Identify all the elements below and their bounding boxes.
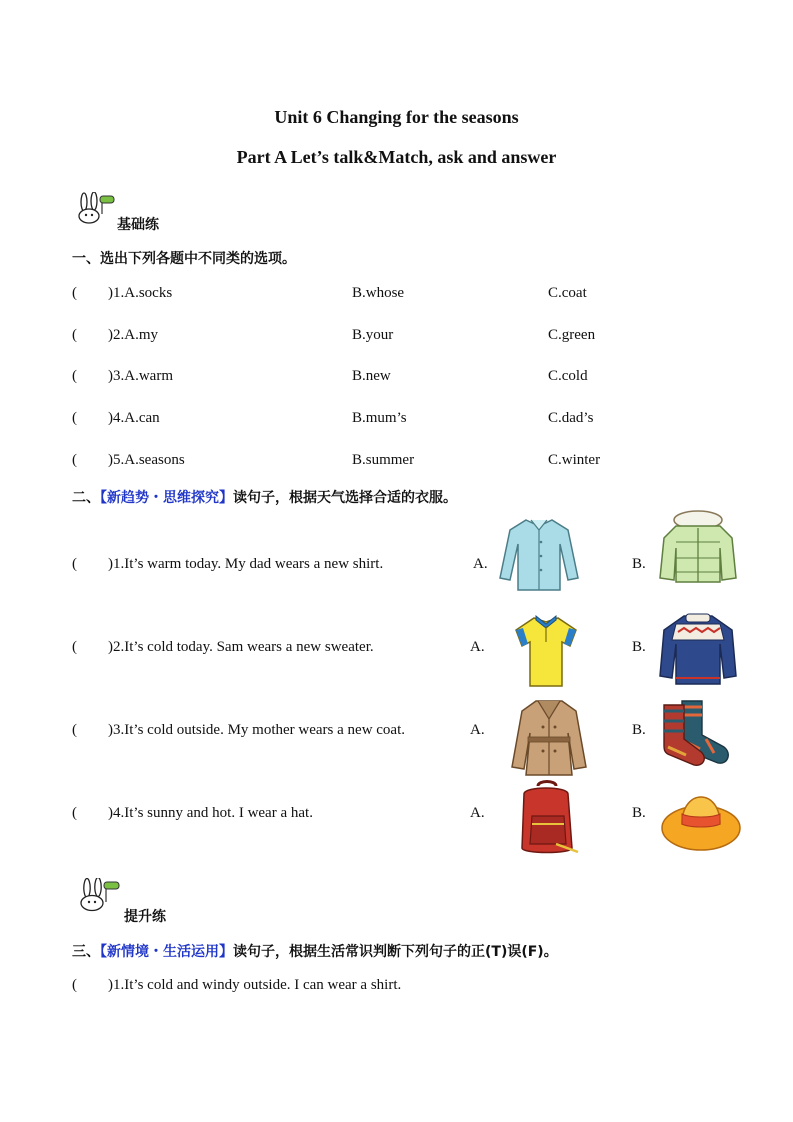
answer-paren: ( — [72, 410, 77, 426]
sentence: )1.It’s cold and windy outside. I can wear a shirt. — [108, 977, 402, 993]
option-b: B.mum’s — [352, 410, 407, 426]
answer-paren: ( — [72, 285, 77, 301]
option-b-label: B. — [632, 805, 646, 821]
section2-tag: 【新趋势・思维探究】 — [100, 490, 233, 506]
winter-jacket-icon — [658, 508, 738, 586]
trench-coat-icon — [508, 697, 590, 777]
option-c: C.coat — [548, 285, 587, 301]
answer-paren: ( — [72, 639, 77, 655]
page-subtitle: Part A Let’s talk&Match, ask and answer — [236, 147, 557, 167]
section2-text: 读句子，根据天气选择合适的衣服。 — [233, 490, 457, 506]
bunny-mascot-icon — [74, 878, 122, 917]
section3-prefix: 三、 — [72, 944, 100, 960]
option-c: C.dad’s — [548, 410, 594, 426]
option-b: B.summer — [352, 452, 415, 468]
answer-paren: ( — [72, 556, 77, 572]
option-b-label: B. — [632, 639, 646, 655]
level-advanced-label: 提升练 — [124, 909, 166, 925]
section3-text: 读句子，根据生活常识判断下列句子的正(T)误(F)。 — [233, 944, 558, 960]
section3-heading — [72, 941, 558, 961]
sentence: )2.It’s cold today. Sam wears a new sweater. — [108, 639, 374, 655]
option-b: B.your — [352, 327, 394, 343]
option-c: C.green — [548, 327, 596, 343]
level-basic-label: 基础练 — [117, 217, 159, 233]
answer-paren: ( — [72, 722, 77, 738]
option-a-label: A. — [470, 639, 485, 655]
option-a: )5.A.seasons — [108, 452, 185, 468]
option-a-label: A. — [470, 722, 485, 738]
answer-paren: ( — [72, 977, 77, 993]
sentence: )3.It’s cold outside. My mother wears a new coat. — [108, 722, 406, 738]
section2-heading — [72, 487, 457, 507]
option-a-label: A. — [473, 556, 488, 572]
shirt-icon — [498, 514, 580, 594]
option-b: B.whose — [352, 285, 405, 301]
option-b-label: B. — [632, 556, 646, 572]
option-b-label: B. — [632, 722, 646, 738]
section3-tag: 【新情境・生活运用】 — [100, 944, 233, 960]
option-c: C.winter — [548, 452, 601, 468]
page-title: Unit 6 Changing for the seasons — [274, 107, 519, 127]
socks-icon — [654, 695, 736, 769]
option-a: )4.A.can — [108, 410, 160, 426]
polo-shirt-icon — [512, 612, 580, 690]
answer-paren: ( — [72, 805, 77, 821]
answer-paren: ( — [72, 327, 77, 343]
backpack-icon — [512, 780, 584, 856]
section1-heading: 一、选出下列各题中不同类的选项。 — [72, 251, 296, 267]
sentence: )1.It’s warm today. My dad wears a new shirt. — [108, 556, 384, 572]
answer-paren: ( — [72, 368, 77, 384]
sun-hat-icon — [660, 778, 742, 852]
sentence: )4.It’s sunny and hot. I wear a hat. — [108, 805, 313, 821]
option-a: )2.A.my — [108, 327, 158, 343]
option-a-label: A. — [470, 805, 485, 821]
bunny-mascot-icon — [72, 192, 116, 229]
option-a: )1.A.socks — [108, 285, 173, 301]
option-c: C.cold — [548, 368, 588, 384]
option-b: B.new — [352, 368, 391, 384]
section2-prefix: 二、 — [72, 490, 100, 506]
sweater-icon — [658, 610, 738, 688]
answer-paren: ( — [72, 452, 77, 468]
option-a: )3.A.warm — [108, 368, 173, 384]
